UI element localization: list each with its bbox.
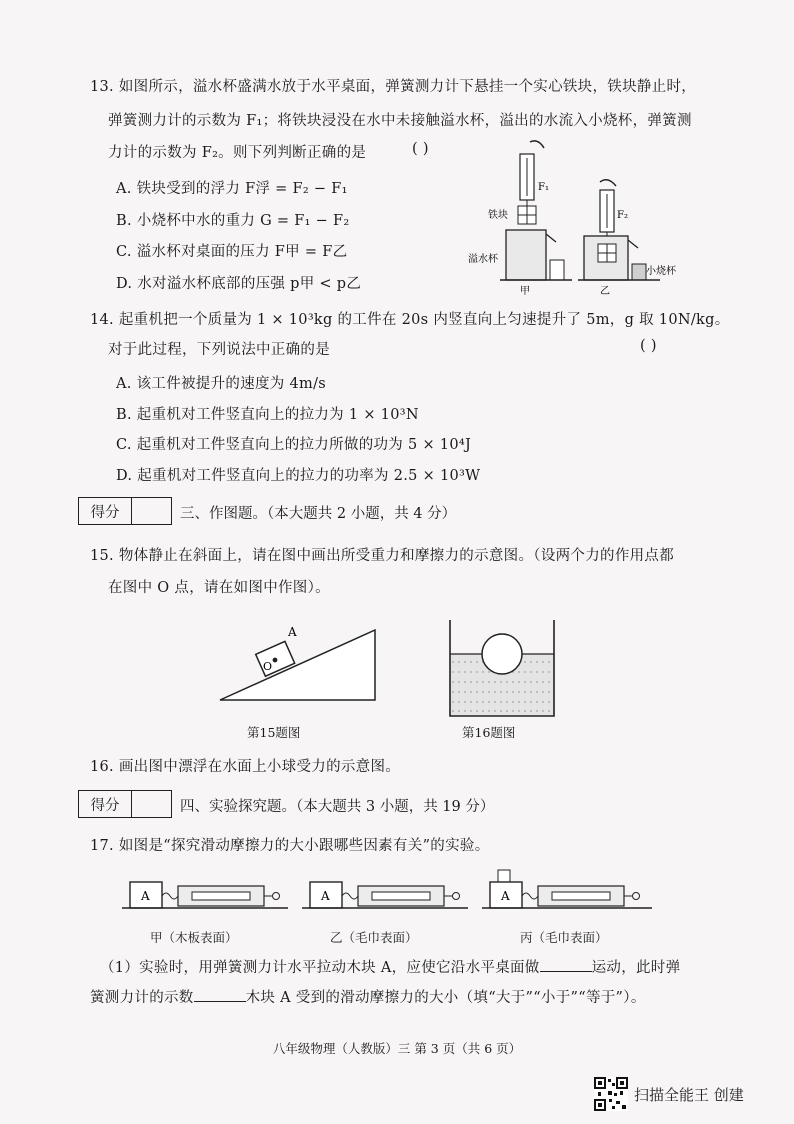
block-a-label: A <box>141 889 150 903</box>
score-label: 得分 <box>79 498 132 524</box>
q14-answer-paren: ( ) <box>640 338 657 354</box>
q17-sub1-text-a: （1）实验时，用弹簧测力计水平拉动木块 A，应使它沿水平桌面做 <box>100 960 540 976</box>
q13-answer-paren: ( ) <box>412 141 429 157</box>
q14-option-d: D. 起重机对工件竖直向上的拉力的功率为 2.5 × 10³W <box>116 468 481 484</box>
label-overflow-cup: 溢水杯 <box>468 254 498 265</box>
caption-figure16: 第16题图 <box>462 725 516 740</box>
q17-sub1-text-c: 簧测力计的示数 <box>90 990 194 1006</box>
label-block-a: A <box>288 625 297 639</box>
caption-bing: 丙（毛巾表面） <box>520 930 608 945</box>
label-iron-block: 铁块 <box>488 210 508 221</box>
q14-line1: 14. 起重机把一个质量为 1 × 10³kg 的工件在 20s 内竖直向上匀速提升了 5m，g 取 10N/kg。 <box>90 312 730 328</box>
q15-line1: 15. 物体静止在斜面上，请在图中画出所受重力和摩擦力的示意图。（设两个力的作用点都 <box>90 548 675 564</box>
label-f2: F₂ <box>617 210 628 221</box>
caption-yi: 乙（毛巾表面） <box>330 930 418 945</box>
q13-option-d: D. 水对溢水杯底部的压强 p甲 < p乙 <box>116 276 362 292</box>
q13-option-a: A. 铁块受到的浮力 F浮 = F₂ − F₁ <box>116 181 348 197</box>
qr-code-icon <box>594 1077 628 1111</box>
label-small-beaker: 小烧杯 <box>646 266 676 277</box>
section4-heading: 四、实验探究题。（本大题共 3 小题，共 19 分） <box>180 799 495 815</box>
q13-option-b: B. 小烧杯中水的重力 G = F₁ − F₂ <box>116 213 350 229</box>
q17-setup-bing <box>480 866 660 922</box>
caption-figure15: 第15题图 <box>247 725 301 740</box>
block-a-label: A <box>501 889 510 903</box>
q17-line1: 17. 如图是“探究滑动摩擦力的大小跟哪些因素有关”的实验。 <box>90 838 490 854</box>
q13-figure <box>460 138 700 298</box>
score-box-section4[interactable] <box>78 790 172 818</box>
q17-sub1-text-b: 运动，此时弹 <box>591 960 681 976</box>
watermark-text: 扫描全能王 创建 <box>634 1085 744 1104</box>
q16-line1: 16. 画出图中漂浮在水面上小球受力的示意图。 <box>90 759 401 775</box>
q14-line2: 对于此过程，下列说法中正确的是 <box>108 342 330 358</box>
section3-heading: 三、作图题。（本大题共 2 小题，共 4 分） <box>180 506 457 522</box>
score-box-section3[interactable] <box>78 497 172 525</box>
block-a-label: A <box>321 889 330 903</box>
q17-sub1-line2 <box>90 986 646 1007</box>
q13-line1: 13. 如图所示，溢水杯盛满水放于水平桌面，弹簧测力计下悬挂一个实心铁块，铁块静止时， <box>90 79 697 95</box>
label-point-o: O <box>263 660 273 673</box>
q13-line3: 力计的示数为 F₂。则下列判断正确的是 <box>108 145 367 161</box>
q15-line2: 在图中 O 点，请在如图中作图）。 <box>108 580 330 596</box>
camscanner-watermark <box>594 1077 744 1111</box>
label-jia: 甲 <box>520 286 530 297</box>
q17-sub1-line1 <box>100 956 680 977</box>
q14-option-a: A. 该工件被提升的速度为 4m/s <box>116 376 326 392</box>
blank-comparison[interactable] <box>194 989 246 1002</box>
q16-floating-ball-figure <box>440 616 570 721</box>
q13-option-c: C. 溢水杯对桌面的压力 F甲 = F乙 <box>116 244 348 260</box>
q17-sub1-text-d: 木块 A 受到的滑动摩擦力的大小（填“大于”“小于”“等于”）。 <box>245 990 646 1006</box>
q14-option-c: C. 起重机对工件竖直向上的拉力所做的功为 5 × 10⁴J <box>116 437 472 453</box>
label-f1: F₁ <box>538 182 549 193</box>
q17-setup-yi <box>300 872 470 922</box>
page-footer: 八年级物理（人教版）三 第 3 页（共 6 页） <box>272 1041 522 1056</box>
q17-setup-jia <box>120 872 290 922</box>
q13-line2: 弹簧测力计的示数为 F₁；将铁块浸没在水中未接触溢水杯，溢出的水流入小烧杯，弹簧测 <box>108 113 692 129</box>
score-label: 得分 <box>79 791 132 817</box>
label-yi: 乙 <box>600 286 610 297</box>
caption-jia: 甲（木板表面） <box>150 930 238 945</box>
blank-motion[interactable] <box>540 959 592 972</box>
q15-incline-figure <box>215 620 385 710</box>
q14-option-b: B. 起重机对工件竖直向上的拉力为 1 × 10³N <box>116 407 419 423</box>
